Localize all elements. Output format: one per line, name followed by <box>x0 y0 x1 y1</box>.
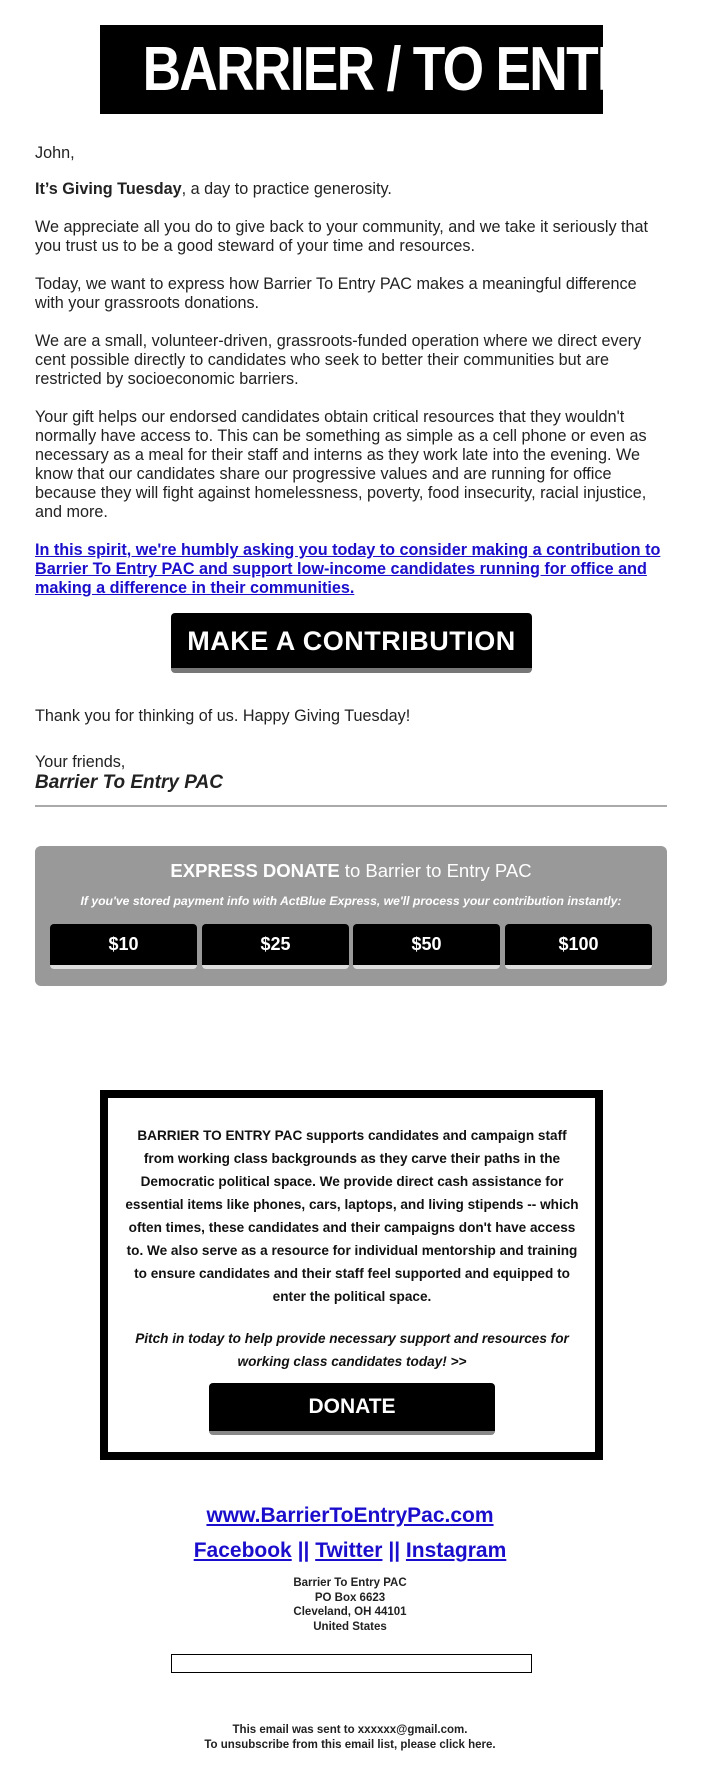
signature: Barrier To Entry PAC <box>35 772 223 793</box>
about-pitch: Pitch in today to help provide necessary support and resources for working class candidates today! >> <box>135 1331 569 1369</box>
address-line: PO Box 6623 <box>314 1591 386 1604</box>
social-links <box>0 1539 700 1563</box>
instagram-link[interactable]: Instagram <box>405 1539 507 1562</box>
empty-frame <box>171 1654 532 1673</box>
express-subtitle: If you've stored payment info with ActBlue Express, we'll process your contribution instantly: <box>80 894 622 908</box>
separator: || <box>297 1539 310 1562</box>
express-title-bold: EXPRESS DONATE <box>170 860 340 881</box>
amount-button-25[interactable]: $25 <box>202 924 349 969</box>
express-donate-panel <box>35 846 667 986</box>
twitter-link[interactable]: Twitter <box>315 1539 383 1562</box>
logo-banner <box>100 25 666 114</box>
express-title-rest: to Barrier to Entry PAC <box>339 860 532 881</box>
paragraph-today: Today, we want to express how Barrier To Entry PAC makes a meaningful difference with your grassroots donations. <box>35 275 637 312</box>
sent-to-text: This email was sent to xxxxxx@gmail.com. <box>232 1724 468 1736</box>
separator: || <box>388 1539 401 1562</box>
facebook-link[interactable]: Facebook <box>193 1539 292 1562</box>
paragraph-appreciate: We appreciate all you do to give back to your community, and we take it seriously that you trust us to be a good steward of your time and resources. <box>35 218 649 255</box>
logo-text: BARRIER / TO ENTRY <box>142 35 666 104</box>
sign-off: Your friends, <box>35 753 126 771</box>
express-title <box>35 860 667 882</box>
donate-button[interactable]: DONATE <box>209 1383 495 1435</box>
contribution-ask-link[interactable]: In this spirit, we're humbly asking you today to consider making a contribution to Barrier To Entry PAC and support low-income candidates running for office and making a difference in their communities. <box>35 541 661 597</box>
website-link[interactable]: www.BarrierToEntryPac.com <box>206 1504 494 1527</box>
footer <box>0 1723 700 1752</box>
intro-bold: It’s Giving Tuesday <box>35 180 182 198</box>
amount-button-50[interactable]: $50 <box>353 924 500 969</box>
address-line: Barrier To Entry PAC <box>293 1577 407 1589</box>
address-line: Cleveland, OH 44101 <box>293 1606 407 1618</box>
amount-button-10[interactable]: $10 <box>50 924 197 969</box>
intro-rest: , a day to practice generosity. <box>181 180 392 198</box>
paragraph-gift: Your gift helps our endorsed candidates obtain critical resources that they wouldn't normally have access to. This can be something as simple as a cell phone or even as necessary as a meal for their staff and interns as they work late into the evening. We know that our candidates share our progressive values and are running for office because they will fight against homelessness, poverty, food insecurity, racial injustice, and more. <box>35 408 647 521</box>
about-box <box>100 1090 603 1460</box>
address-line: United States <box>313 1620 387 1633</box>
amount-button-100[interactable]: $100 <box>505 924 652 969</box>
greeting: John, <box>35 144 75 162</box>
divider <box>35 805 667 807</box>
intro-paragraph <box>35 180 667 199</box>
email-body <box>35 144 667 617</box>
unsubscribe-link[interactable]: To unsubscribe from this email list, please click here. <box>204 1738 496 1751</box>
make-contribution-button[interactable]: MAKE A CONTRIBUTION <box>171 613 532 673</box>
paragraph-operation: We are a small, volunteer-driven, grassroots-funded operation where we direct every cent possible directly to candidates who seek to better their communities but are restricted by socioeconomic barriers. <box>35 332 642 388</box>
thanks-text: Thank you for thinking of us. Happy Giving Tuesday! <box>35 707 411 725</box>
mailing-address <box>0 1576 700 1634</box>
about-text: BARRIER TO ENTRY PAC supports candidates and campaign staff from working class backgrounds as they carve their paths in the Democratic political space. We provide direct cash assistance for essential items like phones, cars, laptops, and living stipends -- which often times, these candidates and their campaigns don't have access to. We also serve as a resource for individual mentorship and training to ensure candidates and their staff feel supported and equipped to enter the political space. <box>125 1128 579 1304</box>
website-row <box>0 1504 700 1528</box>
